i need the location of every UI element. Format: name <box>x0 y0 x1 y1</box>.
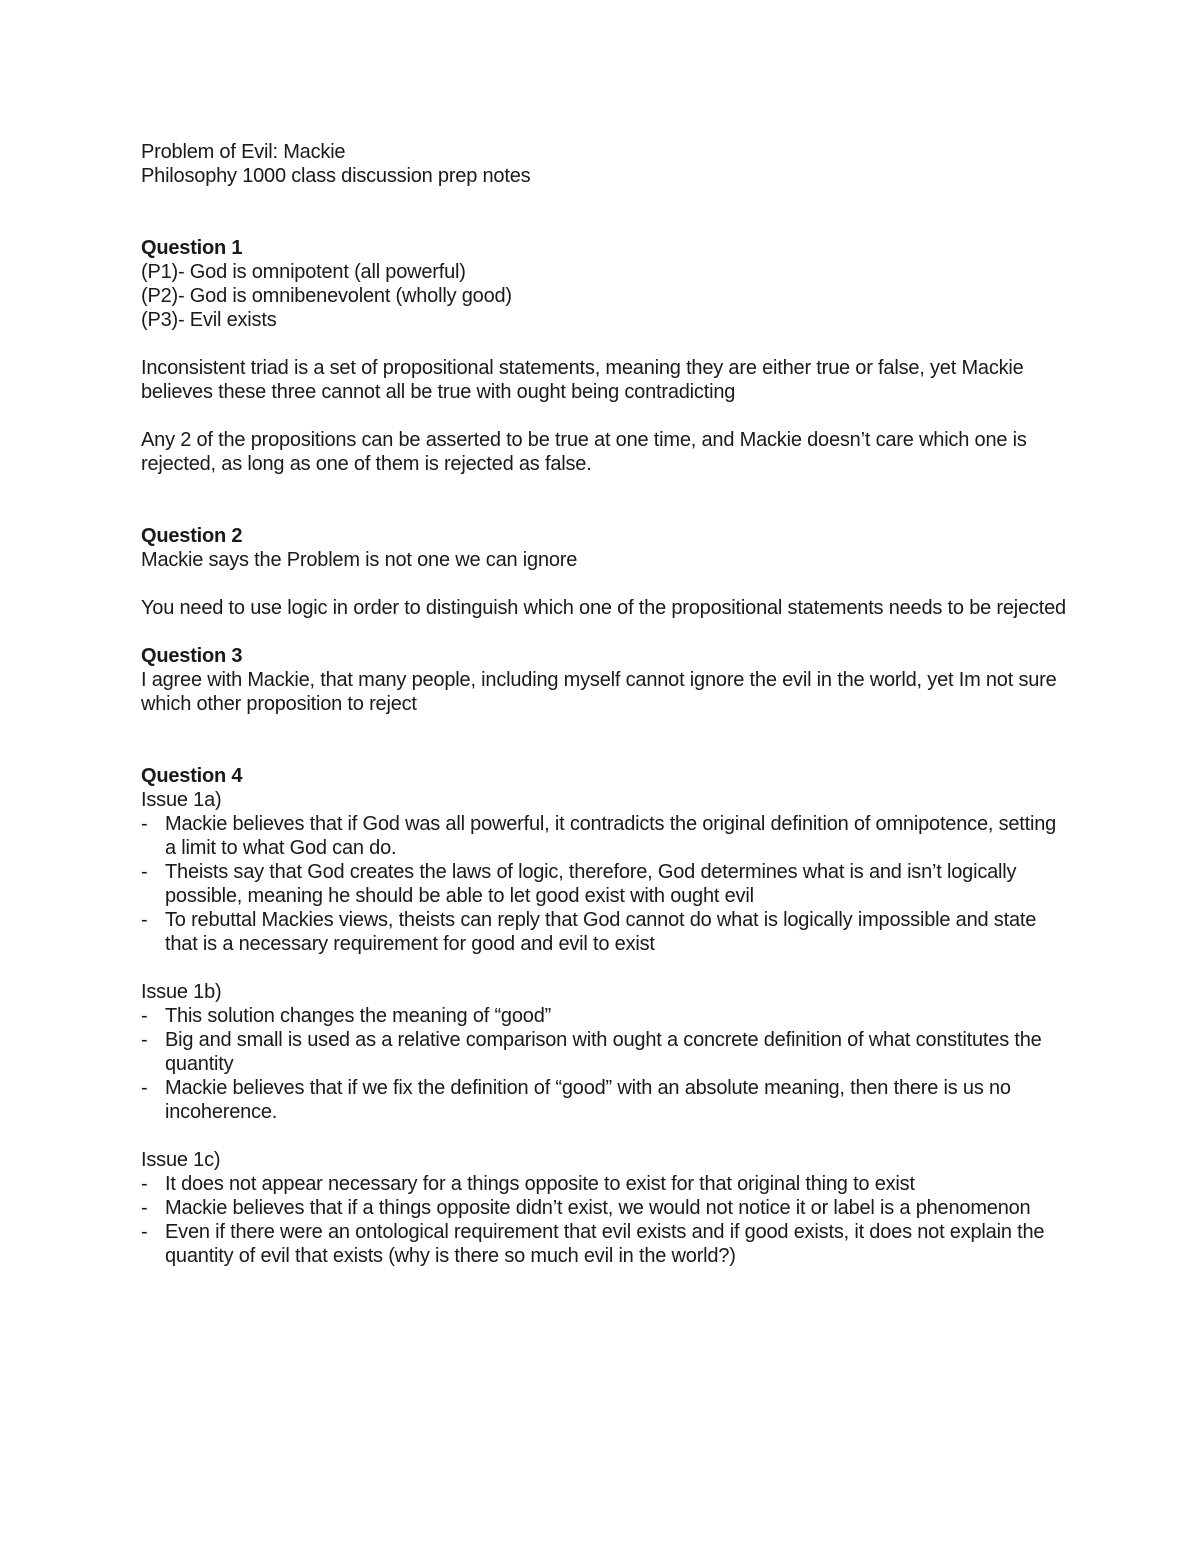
list-item <box>141 1028 1071 1076</box>
dash-bullet: - <box>141 1221 148 1243</box>
question-3-paragraph-1: I agree with Mackie, that many people, including myself cannot ignore the evil in the world, yet Im not sure which other proposition to reject <box>141 669 1057 715</box>
dash-bullet: - <box>141 1077 148 1099</box>
list-item-text: To rebuttal Mackies views, theists can reply that God cannot do what is logically impossible and state that is a necessary requirement for good and evil to exist <box>165 909 1037 955</box>
question-1-heading: Question 1 <box>141 237 243 259</box>
question-2-paragraph-2: You need to use logic in order to distinguish which one of the propositional statements needs to be rejected <box>141 597 1066 619</box>
question-2-heading: Question 2 <box>141 525 243 547</box>
list-item-text: Theists say that God creates the laws of logic, therefore, God determines what is and isn’t logically possible, meaning he should be able to let good exist with ought evil <box>165 861 1017 907</box>
issue-1b-label: Issue 1b) <box>141 981 222 1003</box>
question-2-paragraph-1: Mackie says the Problem is not one we can ignore <box>141 549 578 571</box>
premise-2: (P2)- God is omnibenevolent (wholly good) <box>141 285 512 307</box>
dash-bullet: - <box>141 1197 148 1219</box>
list-item-text: This solution changes the meaning of “good” <box>165 1005 552 1027</box>
premise-1: (P1)- God is omnipotent (all powerful) <box>141 261 466 283</box>
list-item <box>141 1004 1071 1028</box>
list-item <box>141 860 1071 908</box>
list-item-text: Even if there were an ontological requirement that evil exists and if good exists, it does not explain the quantity of evil that exists (why is there so much evil in the world?) <box>165 1221 1045 1267</box>
list-item-text: Big and small is used as a relative comparison with ought a concrete definition of what constitutes the quantity <box>165 1029 1042 1075</box>
list-item <box>141 908 1071 956</box>
premise-3: (P3)- Evil exists <box>141 309 277 331</box>
question-4-heading: Question 4 <box>141 765 243 787</box>
issue-1c-label: Issue 1c) <box>141 1149 221 1171</box>
document-body <box>141 140 1071 1268</box>
dash-bullet: - <box>141 1173 148 1195</box>
list-item-text: Mackie believes that if God was all powerful, it contradicts the original definition of omnipotence, setting a limit to what God can do. <box>165 813 1057 859</box>
list-item <box>141 812 1071 860</box>
dash-bullet: - <box>141 1005 148 1027</box>
list-item-text: Mackie believes that if we fix the definition of “good” with an absolute meaning, then there is us no incoherence. <box>165 1077 1011 1123</box>
list-item <box>141 1172 1071 1196</box>
question-1-paragraph-2: Any 2 of the propositions can be asserted to be true at one time, and Mackie doesn’t care which one is rejected, as long as one of them is rejected as false. <box>141 429 1027 475</box>
issue-1c-list <box>141 1172 1071 1268</box>
question-3-heading: Question 3 <box>141 645 243 667</box>
question-1-paragraph-1: Inconsistent triad is a set of propositional statements, meaning they are either true or false, yet Mackie believes these three cannot all be true with ought being contradicting <box>141 357 1024 403</box>
list-item <box>141 1220 1071 1268</box>
dash-bullet: - <box>141 861 148 883</box>
issue-1a-list <box>141 812 1071 956</box>
issue-1b-list <box>141 1004 1071 1124</box>
issue-1a-label: Issue 1a) <box>141 789 222 811</box>
dash-bullet: - <box>141 813 148 835</box>
dash-bullet: - <box>141 909 148 931</box>
list-item-text: Mackie believes that if a things opposite didn’t exist, we would not notice it or label is a phenomenon <box>165 1197 1031 1219</box>
list-item <box>141 1076 1071 1124</box>
list-item-text: It does not appear necessary for a things opposite to exist for that original thing to exist <box>165 1173 915 1195</box>
document-title: Problem of Evil: Mackie <box>141 141 346 163</box>
document-subtitle: Philosophy 1000 class discussion prep notes <box>141 165 531 187</box>
list-item <box>141 1196 1071 1220</box>
dash-bullet: - <box>141 1029 148 1051</box>
